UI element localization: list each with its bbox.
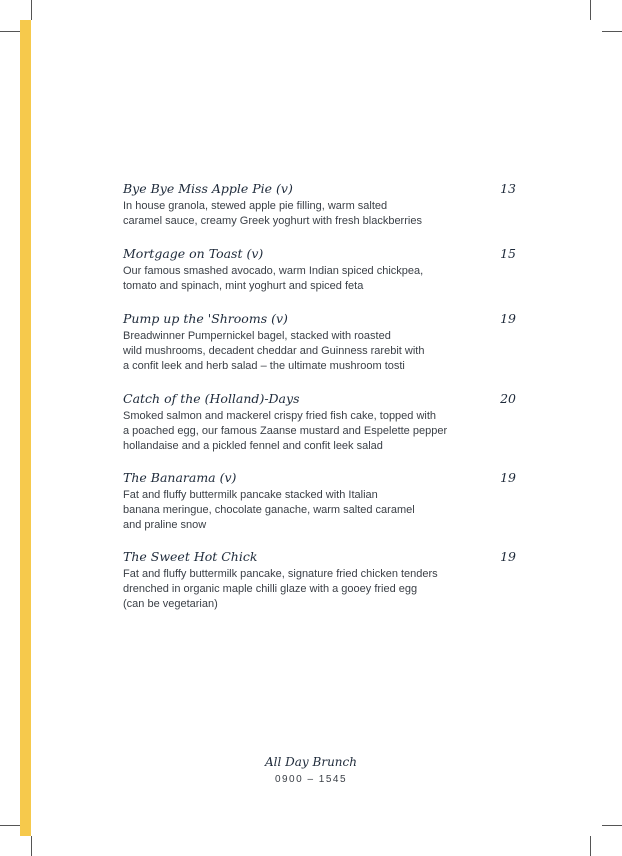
description-line: Breadwinner Pumpernickel bagel, stacked with roasted [123, 330, 391, 342]
crop-mark [590, 836, 591, 856]
crop-mark [602, 31, 622, 32]
crop-mark [31, 836, 32, 856]
footer-hours: 0900 – 1545 [274, 774, 348, 785]
menu-item-price: 20 [500, 391, 516, 406]
menu-item-price: 19 [500, 549, 516, 564]
menu-item-title: The Banarama (v) [123, 470, 237, 485]
menu-item-description [123, 329, 483, 374]
menu-item-description [123, 199, 483, 229]
menu-item-description [123, 488, 483, 533]
crop-mark [602, 825, 622, 826]
description-line: Smoked salmon and mackerel crispy fried fish cake, topped with [123, 410, 437, 422]
crop-mark [0, 31, 20, 32]
description-line: caramel sauce, creamy Greek yoghurt with fresh blackberries [123, 215, 422, 227]
description-line: (can be vegetarian) [123, 598, 218, 610]
crop-mark [0, 825, 20, 826]
menu-item-title: The Sweet Hot Chick [123, 549, 258, 564]
menu-item-price: 19 [500, 470, 516, 485]
description-line: and praline snow [123, 519, 207, 531]
menu-item-price: 13 [500, 181, 516, 196]
crop-mark [590, 0, 591, 20]
description-line: hollandaise and a pickled fennel and confit leek salad [123, 440, 383, 452]
description-line: Fat and fluffy buttermilk pancake, signature fried chicken tenders [123, 568, 438, 580]
description-line: In house granola, stewed apple pie filling, warm salted [123, 200, 388, 212]
footer-title: All Day Brunch [265, 755, 357, 769]
description-line: tomato and spinach, mint yoghurt and spiced feta [123, 280, 364, 292]
description-line: drenched in organic maple chilli glaze with a gooey fried egg [123, 583, 418, 595]
menu-item-description [123, 264, 483, 294]
description-line: wild mushrooms, decadent cheddar and Guinness rarebit with [123, 345, 425, 357]
menu-item-description [123, 409, 483, 454]
description-line: a confit leek and herb salad – the ultimate mushroom tosti [123, 360, 405, 372]
crop-mark [31, 0, 32, 20]
description-line: Our famous smashed avocado, warm Indian spiced chickpea, [123, 265, 424, 277]
menu-item-price: 15 [500, 246, 516, 261]
description-line: Fat and fluffy buttermilk pancake stacked with Italian [123, 489, 378, 501]
menu-item-title: Bye Bye Miss Apple Pie (v) [123, 181, 293, 196]
menu-item-title: Catch of the (Holland)-Days [123, 391, 300, 406]
description-line: a poached egg, our famous Zaanse mustard and Espelette pepper [123, 425, 448, 437]
menu-item-title: Pump up the 'Shrooms (v) [123, 311, 288, 326]
menu-footer [0, 755, 622, 785]
accent-bar [20, 20, 31, 836]
menu-item-price: 19 [500, 311, 516, 326]
menu-item-description [123, 567, 483, 612]
description-line: banana meringue, chocolate ganache, warm salted caramel [123, 504, 415, 516]
menu-item-title: Mortgage on Toast (v) [123, 246, 264, 261]
